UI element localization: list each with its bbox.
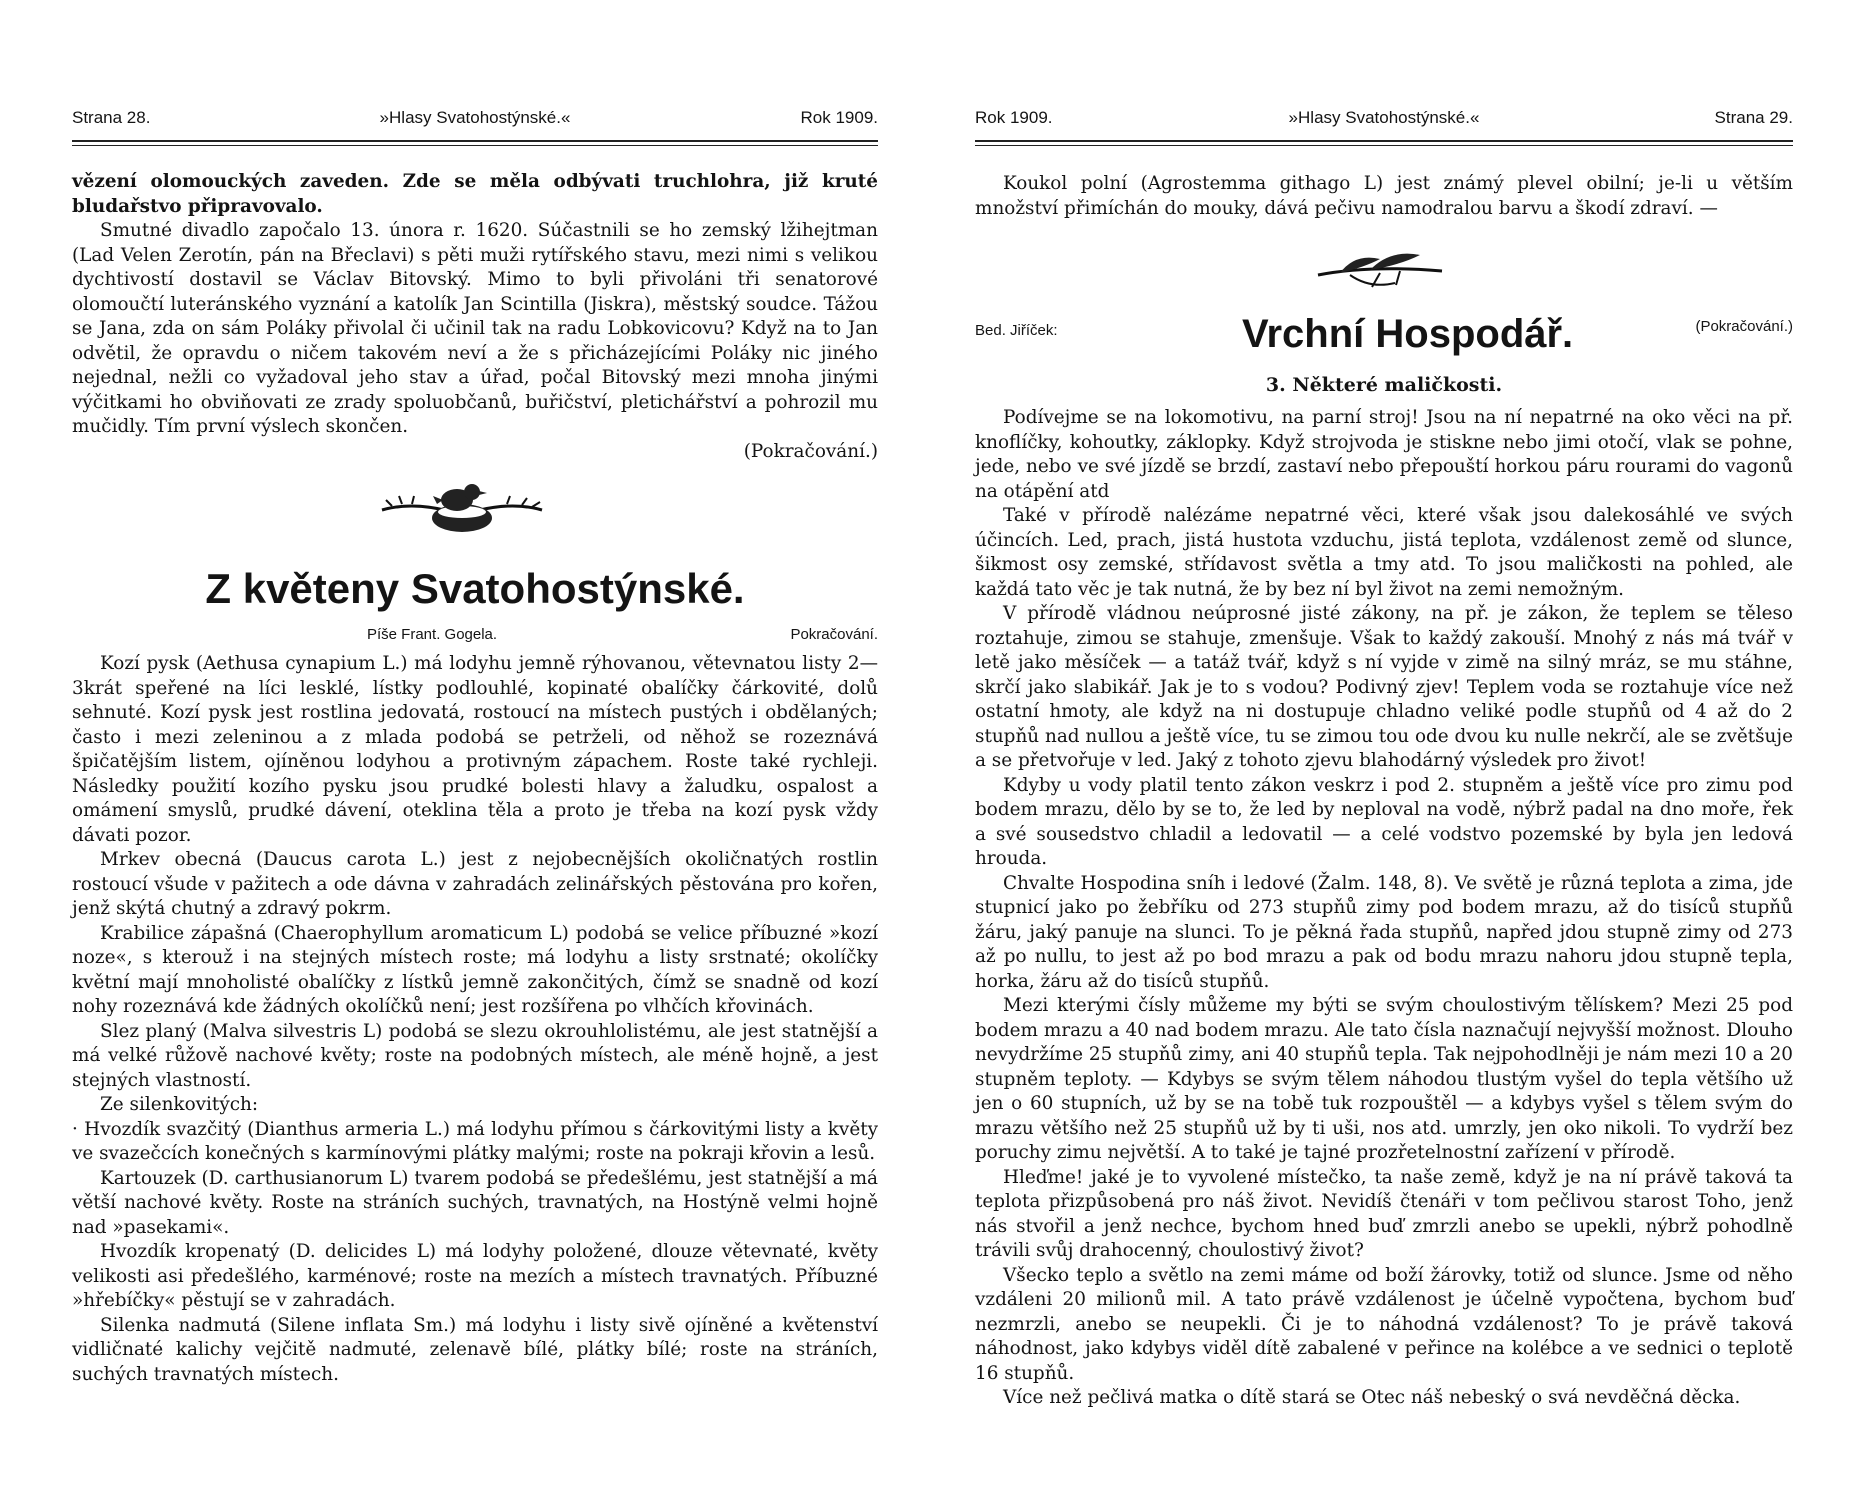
article-body <box>975 406 1793 1411</box>
page-number: Strana 28. <box>72 108 151 127</box>
leaf-ornament <box>1310 245 1450 293</box>
paragraph: Slez planý (Malva silvestris L) podobá se slezu okrouhlolistému, ale jest statnější a má velké růžově nachové květy; roste na podobných místech, ale méně hojně, a jest stejných vlastností. <box>72 1020 878 1091</box>
paragraph: Chvalte Hospodina sníh i ledové (Žalm. 148, 8). Ve světě je různá teplota a zima, jde stupnicí jako po žebříku od 273 stupňů zimy pod bodem mrazu, až do tisíců stupňů žáru, jaký panuje na slunci. To je pěkná řada stupňů, napřed jdou stupně zimy od 273 až po nullu, to jest až po bod mrazu a pak od bodu mrazu nahoru jdou stupně tepla, horka, žáru až do tisíců stupňů. <box>975 872 1793 992</box>
paragraph: Krabilice zápašná (Chaerophyllum aromaticum L) podobá se velice příbuzné »kozí noze«, s kterouž i na stejných místech roste; má lodyhu a listy srstnaté; okolíčky květní mají mnoholisté obalíčky z lístků jemně zakončitých, čímž se snadně od kozí nohy rozeznává kde žádných okolíčků není; jest rozšířena po vlhčích křovinách. <box>72 922 878 1017</box>
paragraph: Kozí pysk (Aethusa cynapium L.) má lodyhu jemně rýhovanou, větevnatou listy 2—3krát speřené na líci lesklé, lístky podlouhlé, kopinaté obalíčky čárkovité, dolů sehnuté. Kozí pysk jest rostlina jedovatá, rostoucí na místech pustých i obdělaných; často i mezi zeleninou a z mlada podobá se petrželi, od něhož se rozeznává špičatějším listem, ojíněnou lodyhou a protivným zápachem. Roste také rychleji. Následky použití kozího pysku jsou prudké bolesti hlavy a žaludku, ospalost a omámení smyslů, prudké dávení, oteklina těla a proto je třeba na kozí pysk vždy dávati pozor. <box>72 653 878 846</box>
paragraph: Hvozdík kropenatý (D. delicides L) má lodyhy položené, dlouze větevnaté, květy velikosti asi předešlého, karménové; roste na mezích a místech travnatých. Příbuzné »hřebíčky« pěstují se v zahradách. <box>72 1241 878 1311</box>
paragraph: Podívejme se na lokomotivu, na parní stroj! Jsou na ní nepatrné na oko věci na př. knoflíčky, kohoutky, záklopky. Když strojvoda je stiskne nebo jimi otočí, vlak se pohne, jede, nebo ve své jízdě se brzdí, zastaví nebo přepouští horkou páru rourami do vagonů na otápění atd <box>975 407 1793 502</box>
author-byline: Píše Frant. Gogela. <box>367 626 498 643</box>
paragraph: Hleďme! jaké je to vyvolené místečko, ta naše země, když je na ní právě taková ta teplota přizpůsobená pro náš život. Nevidíš čtenáři v tom pečlivou starost Toho, jenž nás stvořil a jenž nechce, bychom hned buď zmrzli anebo se upekli, nýbrž pohodlně trávili svůj drahocenný, choulostivý život? <box>975 1166 1793 1261</box>
paragraph: Mrkev obecná (Daucus carota L.) jest z nejobecnějších okoličnatých rostlin rostoucí všude v pažitech a ode dávna v zahradách zelinářských pěstována pro kořen, jenž skýtá chutný a zdravý pokrm. <box>72 849 878 919</box>
continuation-note: (Pokračování.) <box>743 440 878 462</box>
continuation-note: Pokračování. <box>790 626 878 643</box>
paragraph: V přírodě vládnou neúprosné jisté zákony, na př. je zákon, že teplem se těleso roztahuje, zimou se stahuje, zmenšuje. Však to každý zakouší. Mnohý z nás má tvář v letě jako měsíček — a tatáž tvář, když s ní vyjde v zimě na silný mráz, se mu stáhne, skrčí jako slabikář. Jak je to s vodou? Podivný zjev! Teplem voda se roztahuje více než ostatní hmoty, ale když na ni dostupuje chladno veliké podle stupňů od 4 až do 2 stupňů nad nullou a ještě více, tu se zimou tou ode dvou ku nulle nekrčí, ale se zvětšuje a se přetvořuje v led. Jaký z tohoto zjevu blahodárný výsledek pro život! <box>975 603 1793 771</box>
left-page <box>72 0 878 1500</box>
paragraph: Koukol polní (Agrostemma githago L) jest známý plevel obilní; je-li u větším množství přimíchán do mouky, dává pečivu namodralou barvu a škodí zdraví. — <box>975 173 1793 219</box>
article-title: Z květeny Svatohostýnské. <box>205 565 745 612</box>
paragraph: · Hvozdík svazčitý (Dianthus armeria L.) má lodyhu přímou s čárkovitými listy a květy ve svazečcích konečných s karmínovými plátky malými; roste na pokraji křovin a lesů. <box>72 1118 878 1164</box>
page-number: Strana 29. <box>1714 108 1793 127</box>
paragraph: Smutné divadlo započalo 13. února r. 1620. Súčastnili se ho zemský lžihejtman (Lad Velen Zerotín, pán na Břeclavi) s pěti muži rytířského stavu, mezi nimi s velikou dychtivostí dostavil se Václav Bitovský. Mimo to byli přivoláni tři senatorové olomoučtí luteránského vyznání a katolík Jan Scintilla (Jiskra), městský soudce. Tážou se Jana, zda on sám Poláky přivolal či učinil tak na radu Lobkovicovu? Když na to Jan odvětil, že opravdu o ničem takovém neví a že s přicházejícími Poláky nic jiného nejednal, nežli co vyžadoval jeho stav a úřad, počal Bitovský mezi mnoha jinými výčitkami ho obviňovati ze zrady spoluobčanů, buřičství, pletichářství a pohrozil mu mučidly. Tím první výslech skončen. <box>72 220 878 437</box>
paragraph: Ze silenkovitých: <box>100 1094 259 1115</box>
paragraph: Kdyby u vody platil tento zákon veskrz i pod 2. stupněm a ještě více pro zimu pod bodem mrazu, dělo by se to, že led by neploval na vodě, nýbrž padal na dno moře, řek a své sousedstvo chladil a ledovatil — a celé vodstvo pozemské by byla jen ledová hrouda. <box>975 774 1793 869</box>
year-label: Rok 1909. <box>800 108 878 127</box>
page-header <box>72 108 878 134</box>
header-rule <box>975 140 1793 142</box>
paragraph: Více než pečlivá matka o dítě stará se Otec náš nebeský o svá nevděčná děcka. <box>1003 1387 1741 1408</box>
bird-nest-ornament <box>377 470 547 540</box>
paragraph: Silenka nadmutá (Silene inflata Sm.) má lodyhu i listy sivě ojíněné a květenství vidličnaté kalichy vejčitě nadmuté, zelenavě bílé, plátky bílé; roste na stráních, suchých travnatých místech. <box>72 1314 878 1385</box>
continuation-note: (Pokračování.) <box>1695 318 1793 335</box>
paragraph: Kartouzek (D. carthusianorum L) tvarem podobá se předešlému, jest statnější a má větší nachové květy. Roste na stráních suchých, travnatých, na Hostýně velmi hojně nad »pasekami«. <box>72 1167 878 1238</box>
paragraph: vězení olomouckých zaveden. Zde se měla odbývati truchlohra, již kruté bludařstvo připravovalo. <box>72 171 878 217</box>
paragraph: Také v přírodě nalézáme nepatrné věci, které však jsou dalekosáhlé ve svých účincích. Led, prach, jistá hustota vzduchu, jistá teplota, vzdálenost země od slunce, šikmost osy zemské, střídavost světla a tmy atd. To jsou maličkosti na pohled, ale každá tato věc je tak nutná, že by bez ní byl život na zemi nemožným. <box>975 505 1793 600</box>
continued-text <box>72 170 878 464</box>
journal-title: »Hlasy Svatohostýnské.« <box>379 108 571 127</box>
journal-title: »Hlasy Svatohostýnské.« <box>1288 108 1480 127</box>
page-header <box>975 108 1793 134</box>
header-rule-thin <box>975 145 1793 146</box>
article-body <box>72 652 878 1387</box>
continued-text <box>975 172 1793 221</box>
paragraph: Mezi kterými čísly můžeme my býti se svým choulostivým tělískem? Mezi 25 pod bodem mrazu a 40 nad bodem mrazu. Ale tato čísla naznačují nejvyšší možnost. Dlouho nevydržíme 25 stupňů zimy, ani 40 stupňů tepla. Tak nejpohodlněji je nám mezi 10 a 20 stupněm teploty. — Kdybys se svým tělem náhodou tlustým vyšel do tepla většího už jen o 60 stupních, už by se na tobě tuk rozpouštěl — a kdybys vyšel s tělem svým do mrazu většího než 25 stupňů už by ti uši, nos atd. umrzly, jen oko nikoli. To vydrží bez poruchy zimu největší. A to také je tajné prozřetelnostní zařízení v přírodě. <box>975 995 1793 1163</box>
section-heading: 3. Některé maličkosti. <box>1265 374 1503 396</box>
author-name: Bed. Jiříček: <box>975 322 1058 339</box>
paragraph: Všecko teplo a světlo na zemi máme od boží žárovky, totiž od slunce. Jsme od něho vzdáleni 20 milionů mil. A tato právě vzdálenost je účelně vypočtena, bychom buď nezmrzli, anebo se neupekli. Či je to náhodná vzdálenost? To je právě taková náhodnost, jako kdybys viděl dítě zabalené v peřince na kolébce a ve sednici o teplotě 16 stupňů. <box>975 1264 1793 1384</box>
right-page <box>975 0 1793 1500</box>
year-label: Rok 1909. <box>975 108 1053 127</box>
header-rule <box>72 140 878 142</box>
article-title: Vrchní Hospodář. <box>1242 312 1574 356</box>
header-rule-thin <box>72 145 878 146</box>
